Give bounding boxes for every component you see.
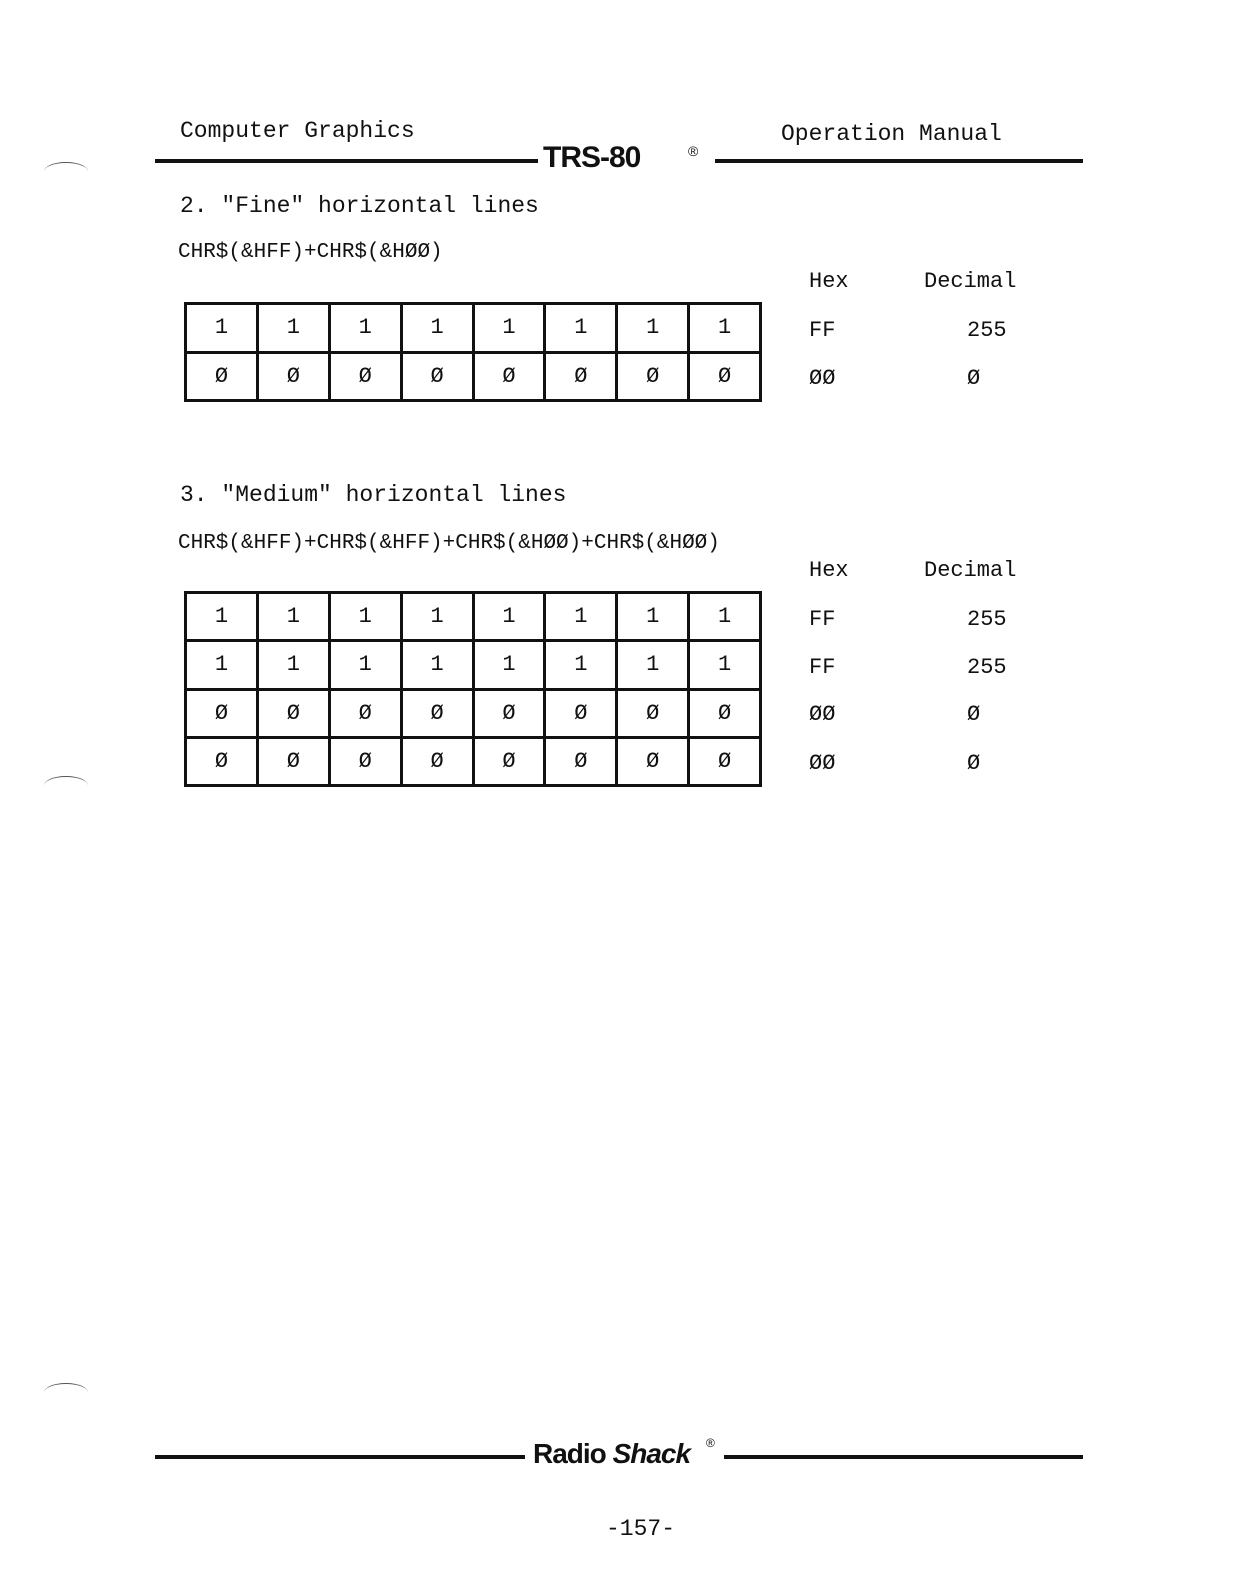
bit-cell: Ø [689,737,761,785]
radio-shack-registered-mark: ® [706,1436,715,1450]
header-rule-right [715,159,1083,163]
section3-hex-header: Hex [809,558,849,583]
bit-cell: 1 [186,641,258,689]
grid-row [186,352,761,401]
bit-cell: 1 [401,593,473,641]
bit-cell: Ø [617,689,689,737]
section2-hex-header: Hex [809,269,849,294]
bit-cell: 1 [689,593,761,641]
bit-cell: 1 [617,304,689,353]
section3-code: CHR$(&HFF)+CHR$(&HFF)+CHR$(&HØØ)+CHR$(&HØØ) [178,532,720,555]
bit-cell: Ø [545,737,617,785]
section3-decimal-value: Ø [967,702,981,727]
binder-mark-middle [44,776,88,795]
section2-decimal-header: Decimal [924,269,1017,294]
bit-cell: Ø [401,352,473,401]
bit-cell: Ø [257,352,329,401]
header-left-title: Computer Graphics [180,118,415,144]
section2-bit-grid [184,302,762,402]
bit-cell: 1 [401,304,473,353]
bit-cell: Ø [186,352,258,401]
section2-hex-value: FF [809,318,836,343]
section2-heading: 2. "Fine" horizontal lines [180,193,539,219]
bit-cell: 1 [617,641,689,689]
bit-cell: Ø [473,689,545,737]
bit-cell: Ø [473,737,545,785]
trs80-logo: TRS-80 [543,141,641,174]
section3-hex-value: FF [809,607,836,632]
bit-cell: Ø [617,352,689,401]
grid-row [186,689,761,737]
section3-decimal-value: 255 [967,655,1007,680]
header-rule-left [155,159,538,163]
bit-cell: Ø [329,352,401,401]
section2-decimal-value: Ø [967,366,981,391]
section3-hex-value: FF [809,655,836,680]
bit-cell: 1 [617,593,689,641]
bit-cell: 1 [329,641,401,689]
bit-cell: 1 [689,304,761,353]
section3-decimal-header: Decimal [924,558,1017,583]
grid-row [186,593,761,641]
bit-cell: 1 [186,304,258,353]
bit-cell: 1 [257,304,329,353]
bit-cell: Ø [401,689,473,737]
binder-mark-bottom [44,1383,88,1402]
grid-row [186,304,761,353]
footer-rule-right [724,1455,1083,1459]
bit-cell: Ø [186,737,258,785]
trs80-registered-mark: ® [688,143,699,159]
bit-cell: Ø [689,689,761,737]
bit-cell: 1 [257,641,329,689]
bit-cell: Ø [401,737,473,785]
bit-cell: Ø [545,689,617,737]
radio-shack-logo-word1: Radio [533,1438,606,1469]
bit-cell: Ø [257,737,329,785]
section2-hex-value: ØØ [809,366,836,391]
bit-cell: 1 [473,593,545,641]
section3-hex-value: ØØ [809,751,836,776]
bit-cell: Ø [617,737,689,785]
bit-cell: 1 [329,593,401,641]
binder-mark-top [44,162,88,181]
section2-code: CHR$(&HFF)+CHR$(&HØØ) [178,241,443,264]
grid-row [186,737,761,785]
bit-cell: 1 [257,593,329,641]
radio-shack-logo [533,1438,690,1470]
bit-cell: 1 [186,593,258,641]
grid-row [186,641,761,689]
bit-cell: Ø [329,689,401,737]
bit-cell: Ø [186,689,258,737]
bit-cell: 1 [545,593,617,641]
bit-cell: 1 [689,641,761,689]
bit-cell: 1 [473,304,545,353]
bit-cell: Ø [689,352,761,401]
bit-cell: Ø [257,689,329,737]
bit-cell: 1 [401,641,473,689]
footer-rule-left [155,1455,525,1459]
section2-decimal-value: 255 [967,318,1007,343]
header-right-title: Operation Manual [781,121,1002,147]
radio-shack-logo-word2: Shack [612,1438,691,1469]
bit-cell: 1 [329,304,401,353]
bit-cell: 1 [473,641,545,689]
bit-cell: Ø [329,737,401,785]
bit-cell: 1 [545,304,617,353]
section3-decimal-value: 255 [967,607,1007,632]
section3-hex-value: ØØ [809,702,836,727]
section3-heading: 3. "Medium" horizontal lines [180,482,567,508]
section3-decimal-value: Ø [967,751,981,776]
bit-cell: Ø [473,352,545,401]
section3-bit-grid [184,591,762,787]
bit-cell: Ø [545,352,617,401]
bit-cell: 1 [545,641,617,689]
page-number: -157- [606,1516,676,1542]
